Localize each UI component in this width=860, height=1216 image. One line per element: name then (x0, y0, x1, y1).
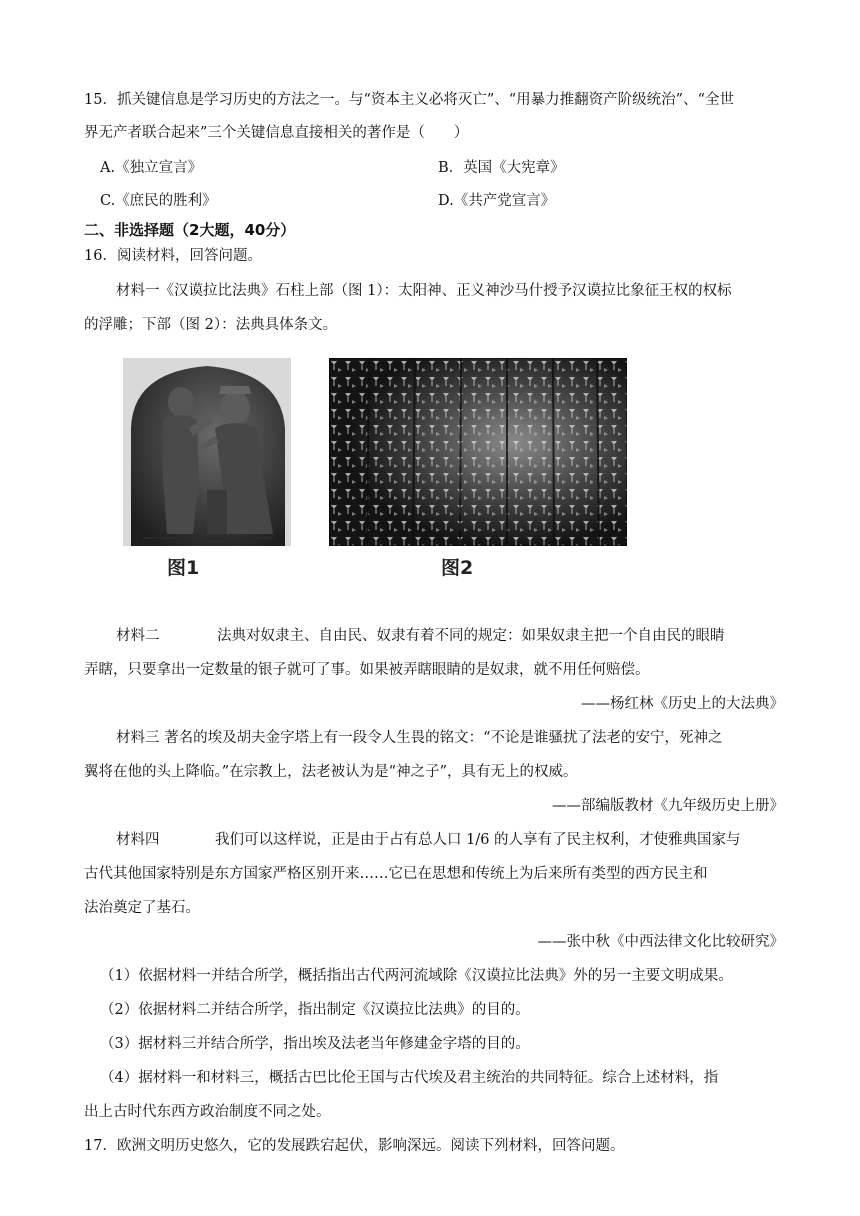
material3-line2: 翼将在他的头上降临。”在宗教上，法老被认为是“神之子”，具有无上的权威。 (84, 764, 578, 780)
material3-source: ——部编版教材《九年级历史上册》 (552, 798, 784, 814)
material4-source: ——张中秋《中西法律文化比较研究》 (537, 934, 784, 950)
material4-line2: 古代其他国家特别是东方国家严格区别开来……它已在思想和传统上为后来所有类型的西方民主和 (84, 866, 708, 882)
material4-line1: 我们可以这样说，正是由于占有总人口 1/6 的人享有了民主权利，才使雅典国家与 (215, 832, 741, 848)
q15-option-a: A.《独立宣言》 (100, 160, 203, 176)
material4-line3: 法治奠定了基石。 (84, 900, 200, 916)
figure1-stele-relief-image (123, 358, 291, 546)
q15-option-c: C.《庶民的胜利》 (100, 193, 217, 209)
material2-heading: 材料二 (116, 628, 160, 644)
material2-line1: 法典对奴隶主、自由民、奴隶有着不同的规定：如果奴隶主把一个自由民的眼睛 (217, 628, 725, 644)
q15-stem-line2: 界无产者联合起来”三个关键信息直接相关的著作是（ ） (84, 125, 469, 141)
q16-subquestion-4-line1: （4）据材料一和材料三，概括古巴比伦王国与古代埃及君主统治的共同特征。综合上述材料，指 (100, 1070, 719, 1086)
figure2-cuneiform-inscription-image (329, 358, 627, 546)
material2-source: ——杨红林《历史上的大法典》 (581, 696, 784, 712)
figure1-label: 图1 (167, 557, 200, 579)
q15-option-b: B．英国《大宪章》 (438, 160, 565, 176)
q15-stem-line1: 15．抓关键信息是学习历史的方法之一。与“资本主义必将灭亡”、“用暴力推翻资产阶级统治”、“全世 (84, 92, 735, 108)
q16-subquestion-4-line2: 出上古时代东西方政治制度不同之处。 (84, 1104, 331, 1120)
material1-line1: 材料一《汉谟拉比法典》石柱上部（图 1）：太阳神、正义神沙马什授予汉谟拉比象征王权的权标 (116, 283, 732, 299)
q16-intro: 16．阅读材料，回答问题。 (84, 248, 262, 264)
material2-line2: 弄瞎，只要拿出一定数量的银子就可了事。如果被弄瞎眼睛的是奴隶，就不用任何赔偿。 (84, 662, 650, 678)
q17-intro: 17．欧洲文明历史悠久，它的发展跌宕起伏，影响深远。阅读下列材料，回答问题。 (84, 1138, 625, 1154)
figure2-label: 图2 (441, 557, 474, 579)
section-title: 二、非选择题（2大题，40分） (84, 221, 296, 239)
material1-line2: 的浮雕；下部（图 2）：法典具体条文。 (84, 317, 338, 333)
q16-subquestion-3: （3）据材料三并结合所学，指出埃及法老当年修建金字塔的目的。 (100, 1036, 530, 1052)
q15-option-d: D.《共产党宣言》 (438, 193, 556, 209)
material3-line1: 材料三 著名的埃及胡夫金字塔上有一段令人生畏的铭文：“不论是谁骚扰了法老的安宁，死神之 (116, 730, 723, 746)
material4-heading: 材料四 (116, 832, 160, 848)
q16-subquestion-2: （2）依据材料二并结合所学，指出制定《汉谟拉比法典》的目的。 (100, 1002, 530, 1018)
q16-subquestion-1: （1）依据材料一并结合所学，概括指出古代两河流域除《汉谟拉比法典》外的另一主要文明成果。 (100, 968, 733, 984)
